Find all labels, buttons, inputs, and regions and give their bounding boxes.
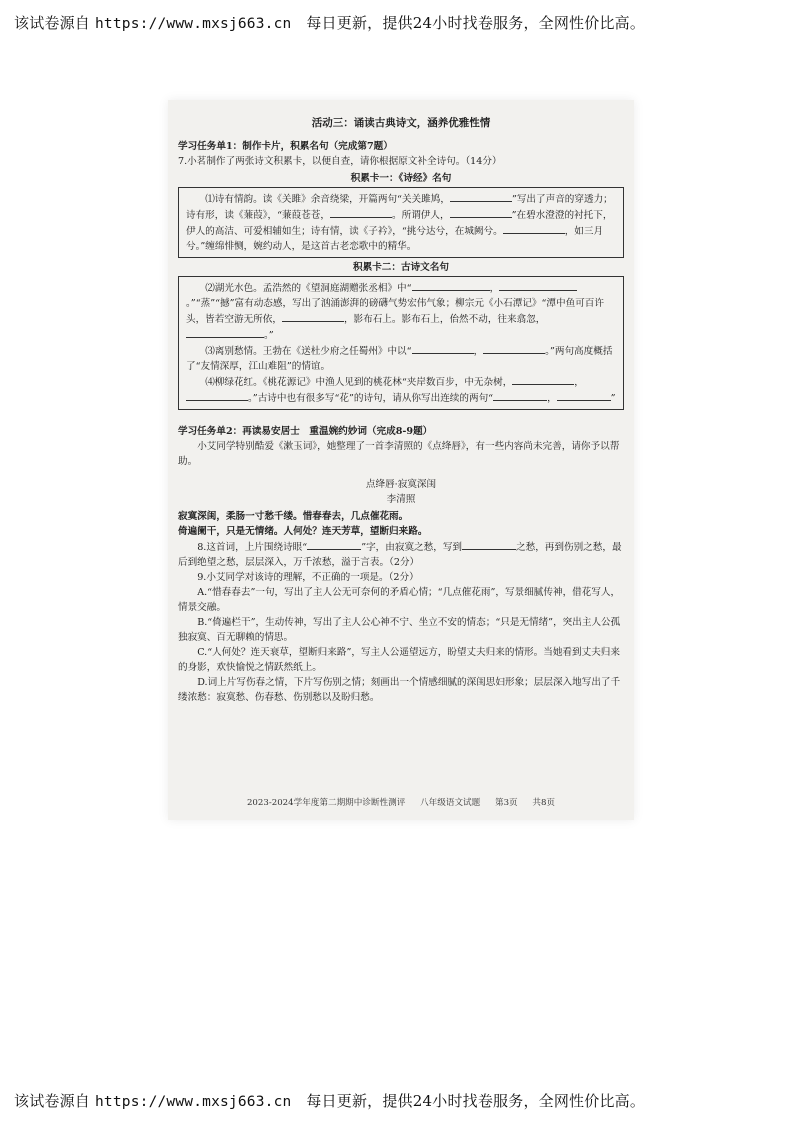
task-1-heading: 学习任务单1：制作卡片，积累名句（完成第7题） [178,141,393,152]
banner-prefix: 该试卷源自 [14,14,91,32]
card-2-text: 。” [186,298,196,309]
task-2-heading: 学习任务单2：再读易安居士 重温婉约妙词（完成8-9题） [178,426,433,437]
q8-text: 之愁，再到伤别之愁，最后到绝望之愁，层层深入，万千浓愁，溢于言表。（2分） [178,542,622,568]
q8-text: ”字，由寂寞之愁，写到 [361,542,463,553]
footer-total: 共8页 [532,798,556,808]
poem-line-2: 倚遍阑干，只是无情绪。人何处？连天芳草，望断归来路。 [178,526,428,537]
card-2-text: “蒸”“撼”富有动态感，写出了汹涌澎湃的磅礴气势宏伟气象；柳宗元《小石潭记》“潭中鱼可百许头，皆若空游无所依， [186,298,604,325]
answer-blank[interactable] [282,311,344,322]
card-1-part-2: ”写出了声音的穿透力；诗有形，读《蒹葭》，“蒹葭苍苍， [186,194,613,221]
scanned-exam-page [168,100,634,820]
answer-blank[interactable] [557,390,611,401]
answer-blank[interactable] [186,390,248,401]
banner-site-link[interactable]: https://www.mxsj663.cn [94,16,292,32]
card-1-part-4: ”在碧水澄澄的衬托下，伊人的高洁、可爱相辅如生；诗有情，读《子衿》，“挑兮达兮，在城阙兮。 [186,210,613,237]
banner-suffix: 每日更新，提供24小时找卷服务，全网性价比高。 [306,1092,646,1110]
card-2-item-3 [186,343,618,374]
card-2-text: 。” [264,330,274,341]
card-2-text: ， [489,283,500,294]
answer-blank[interactable] [330,207,392,218]
card-2-item-4 [186,374,618,406]
answer-blank[interactable] [186,327,264,338]
answer-blank[interactable] [412,280,490,291]
card-1-text [186,191,618,254]
answer-blank[interactable] [503,223,565,234]
poem-title: 点绛唇·寂寞深闺 [365,479,437,490]
answer-blank[interactable] [412,343,474,354]
card-2-text: ⑵湖光水色。孟浩然的《望洞庭湖赠张丞相》中“ [205,283,412,294]
card-2-text: ， [547,393,557,404]
option-d: D.词上片写伤春之情，下片写伤别之情；刻画出一个情感细腻的深闺思妇形象；层层深入地写出了千缕浓愁：寂寞愁、伤春愁、伤别愁以及盼归愁。 [178,677,621,703]
accumulation-card-1 [178,187,624,258]
card-2-text: 。”两句高度概括了“友情深厚，江山难阻”的情谊。 [186,346,613,372]
card-2-text: ” [610,393,616,404]
card-1-title: 积累卡一：《诗经》名句 [350,173,452,184]
answer-blank[interactable] [483,343,545,354]
card-1-part-3: 。所谓伊人， [392,210,450,221]
question-7: 7.小茗制作了两张诗文积累卡，以便自查，请你根据原文补全诗句。（14分） [178,156,502,167]
card-2-text: 。”古诗中也有很多写“花”的诗句，请从你写出连续的两句“ [248,393,494,404]
answer-blank[interactable] [512,374,574,385]
poem-line-1: 寂寞深闺，柔肠一寸愁千缕。惜春春去，几点催花雨。 [178,511,409,522]
task-2-intro: 小艾同学特别酷爱《漱玉词》，她整理了一首李清照的《点绛唇》，有一些内容尚未完善，请你予以帮助。 [178,441,620,467]
card-2-text: ，影布石上。影布石上，佁然不动，往来翕忽， [343,314,546,325]
option-c: C.“人何处？连天衰草，望断归来路”，写主人公遥望远方，盼望丈夫归来的情形。当她看到丈夫归来的身影，欢快愉悦之情跃然纸上。 [178,647,620,673]
banner-prefix: 该试卷源自 [14,1092,91,1110]
banner-site-link[interactable]: https://www.mxsj663.cn [94,1094,292,1110]
answer-blank[interactable] [493,390,547,401]
answer-blank[interactable] [462,539,516,550]
footer-page: 第3页 [494,798,518,808]
accumulation-card-2 [178,276,624,410]
card-1-part-1: ⑴诗有情韵。读《关雎》余音绕梁，开篇两句“关关雎鸠， [205,194,450,205]
answer-blank[interactable] [450,191,512,202]
source-banner-bottom [14,1090,784,1111]
card-2-text: ⑷柳绿花红。《桃花源记》中渔人见到的桃花林“夹岸数百步，中无杂树， [205,377,513,388]
answer-blank[interactable] [499,280,577,291]
card-2-text: ， [473,346,484,357]
question-8 [178,539,624,570]
card-2-title: 积累卡二：古诗文名句 [353,262,449,273]
poem-author: 李清照 [386,494,416,505]
answer-blank[interactable] [307,539,361,550]
card-2-item-2 [186,280,618,343]
q8-text: 8.这首词，上片围绕诗眼“ [197,542,308,553]
option-a: A.“惜春春去”一句，写出了主人公无可奈何的矛盾心情；“几点催花雨”，写景细腻传神，借花写人，情景交融。 [178,587,621,613]
card-2-text: ⑶离别愁情。王勃在《送杜少府之任蜀州》中以“ [205,346,412,357]
footer-exam: 2023-2024学年度第二期期中诊断性测评 [246,798,406,808]
source-banner-top [14,12,784,33]
question-9: 9.小艾同学对该诗的理解，不正确的一项是。（2分） [197,572,419,583]
footer-subject: 八年级语文试题 [420,798,481,808]
activity-title: 活动三：诵读古典诗文，涵养优雅性情 [311,117,491,129]
banner-suffix: 每日更新，提供24小时找卷服务，全网性价比高。 [306,14,646,32]
exam-footer [168,796,634,811]
card-1-part-5: ，如三月兮。”缠绵悱恻，婉约动人，是这首古老恋歌中的精华。 [186,226,604,252]
card-2-text: ， [574,377,584,388]
answer-blank[interactable] [450,207,512,218]
option-b: B.“倚遍栏干”，生动传神，写出了主人公心神不宁、坐立不安的情态；“只是无情绪”，突出主人公孤独寂寞、百无聊赖的情思。 [178,617,621,643]
